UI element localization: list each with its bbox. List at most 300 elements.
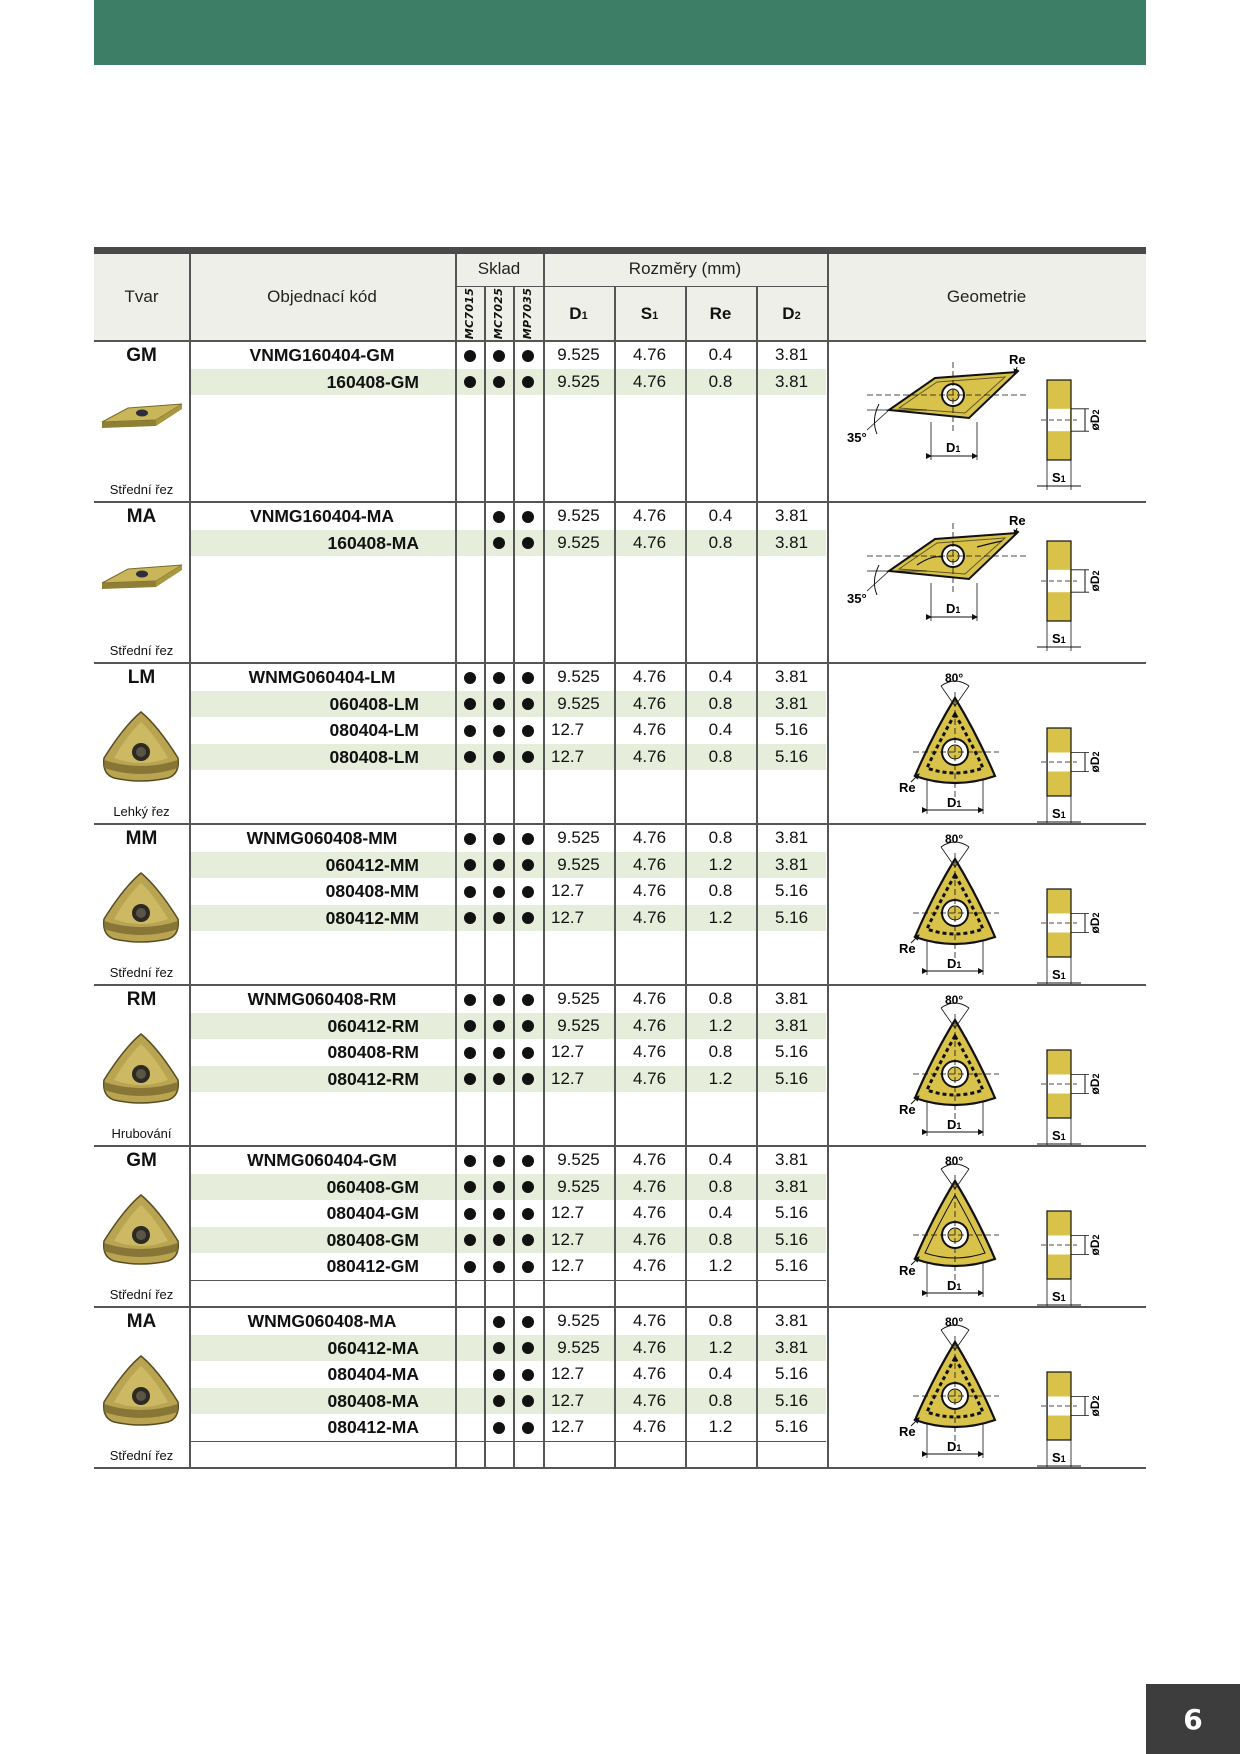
svg-text:Re: Re: [899, 780, 916, 795]
dim-d1-value: 9.525: [557, 345, 600, 364]
column-rule: [484, 664, 486, 823]
order-code: VNMG160404-GM: [249, 345, 395, 365]
grade-mc7025-header: MC7025: [492, 287, 505, 339]
dim-s1-value: 4.76: [632, 1068, 667, 1088]
shape-code: MM: [125, 828, 158, 849]
column-rule: [543, 1147, 545, 1306]
column-rule: [756, 664, 758, 823]
header-divider: [756, 286, 758, 340]
dim-d2-header: D $_2$: [782, 304, 801, 323]
column-rule: [756, 503, 758, 662]
column-rule: [513, 1308, 515, 1467]
dim-s1-value: 4.76: [632, 881, 667, 900]
header-divider: [189, 254, 191, 340]
column-rule: [513, 825, 515, 984]
dim-re-value: 1.2: [708, 907, 733, 927]
stock-dot-icon: [493, 376, 505, 388]
stock-dot-icon: [493, 1047, 505, 1059]
table-row: [189, 1388, 826, 1415]
stock-dot-icon: [464, 912, 476, 924]
header-subrule: [455, 286, 827, 287]
dim-re-value: 0.8: [708, 693, 733, 713]
column-rule: [189, 1308, 191, 1467]
stock-dot-icon: [493, 859, 505, 871]
row-rule: [189, 1441, 826, 1442]
stock-dot-icon: [522, 1261, 534, 1273]
dim-d1-value: 9.525: [557, 1176, 600, 1196]
svg-text:Re: Re: [899, 1263, 916, 1278]
dim-s1-value: 4.76: [632, 1203, 667, 1222]
shape-cell: [94, 986, 189, 1145]
insert-photo-icon: [98, 386, 184, 446]
stock-dot-icon: [522, 912, 534, 924]
column-rule: [513, 1147, 515, 1306]
order-code: 060412-MM: [325, 854, 419, 875]
page-number: 6: [1146, 1684, 1240, 1754]
dim-d1-value: 9.525: [557, 506, 600, 525]
stock-dot-icon: [522, 1155, 534, 1167]
dim-d1-value: 12.7: [551, 1042, 585, 1061]
dim-d1-value: 9.525: [557, 1150, 600, 1169]
stock-dot-icon: [464, 1261, 476, 1273]
stock-dot-icon: [522, 859, 534, 871]
column-rule: [513, 503, 515, 662]
dim-d1-value: 9.525: [557, 1015, 600, 1035]
order-code: 060408-GM: [326, 1176, 419, 1197]
shape-code: LM: [127, 667, 156, 688]
table-row: [189, 986, 826, 1013]
order-code: 080408-RM: [327, 1042, 419, 1062]
dim-d2-value: 5.16: [774, 881, 809, 900]
stock-dot-icon: [493, 1342, 505, 1354]
column-rule: [543, 664, 545, 823]
stock-dot-icon: [493, 833, 505, 845]
stock-dot-icon: [493, 350, 505, 362]
dim-d2-value: 3.81: [774, 532, 809, 552]
column-rule: [189, 503, 191, 662]
column-rule: [543, 825, 545, 984]
dim-d1-value: 9.525: [557, 854, 600, 874]
table-row: [189, 1013, 826, 1040]
header-divider: [455, 254, 457, 340]
dim-d1-value: 12.7: [551, 1417, 585, 1436]
column-rule: [513, 986, 515, 1145]
stock-dot-icon: [493, 1369, 505, 1381]
table-row: [189, 1253, 826, 1280]
dim-d1-value: 12.7: [551, 1068, 585, 1088]
dim-re-value: 1.2: [708, 1068, 733, 1088]
stock-dot-icon: [464, 833, 476, 845]
stock-dot-icon: [522, 1047, 534, 1059]
dim-s1-value: 4.76: [632, 1229, 667, 1249]
order-code: 080412-MA: [327, 1417, 419, 1437]
stock-dot-icon: [493, 912, 505, 924]
insert-table: [94, 247, 1146, 1469]
col-tvar-header: Tvar: [124, 287, 159, 306]
shape-code: MA: [126, 506, 157, 527]
svg-text:D1: D1: [946, 440, 961, 455]
table-row: [189, 530, 826, 557]
header-divider: [543, 254, 545, 340]
dim-d1-value: 12.7: [551, 1229, 585, 1249]
column-rule: [189, 986, 191, 1145]
column-rule: [189, 342, 191, 501]
svg-text:D1: D1: [947, 1117, 962, 1132]
dim-d2-value: 5.16: [774, 1229, 809, 1249]
dim-re-value: 1.2: [708, 1256, 733, 1275]
column-rule: [614, 1147, 616, 1306]
stock-dot-icon: [522, 833, 534, 845]
header-band: [94, 0, 1146, 65]
column-rule: [455, 986, 457, 1145]
stock-dot-icon: [493, 1422, 505, 1434]
dim-re-value: 0.4: [708, 667, 733, 686]
order-code: 080408-LM: [329, 746, 419, 767]
shape-code: GM: [126, 345, 157, 366]
dim-d1-value: 12.7: [551, 907, 585, 927]
table-row: [189, 1227, 826, 1254]
stock-dot-icon: [493, 725, 505, 737]
stock-dot-icon: [522, 698, 534, 710]
order-code: VNMG160404-MA: [250, 506, 394, 526]
stock-dot-icon: [522, 1422, 534, 1434]
svg-text:øD2: øD2: [1088, 1395, 1102, 1417]
svg-text:D1: D1: [947, 956, 962, 971]
dim-d2-value: 5.16: [774, 1042, 809, 1061]
column-rule: [513, 664, 515, 823]
order-code: 080412-MM: [325, 907, 419, 928]
table-body: [94, 342, 1146, 1469]
column-rule: [756, 1147, 758, 1306]
stock-dot-icon: [493, 994, 505, 1006]
dim-re-value: 0.8: [708, 1390, 733, 1410]
column-rule: [189, 1147, 191, 1306]
stock-dot-icon: [464, 886, 476, 898]
dim-d1-value: 12.7: [551, 720, 585, 739]
column-rule: [827, 825, 829, 984]
shape-cell: [94, 1147, 189, 1306]
col-dims-header: Rozměry (mm): [628, 259, 742, 278]
dim-re-value: 0.4: [708, 345, 733, 364]
dim-s1-value: 4.76: [632, 1256, 667, 1275]
column-rule: [827, 342, 829, 501]
column-rule: [756, 986, 758, 1145]
geometry-diagram: [827, 986, 1146, 1145]
stock-dot-icon: [522, 350, 534, 362]
column-rule: [484, 1147, 486, 1306]
stock-dot-icon: [522, 1208, 534, 1220]
svg-text:Re: Re: [899, 1102, 916, 1117]
geometry-diagram: [827, 825, 1146, 984]
stock-dot-icon: [522, 511, 534, 523]
dim-s1-value: 4.76: [632, 1417, 667, 1436]
dim-d2-value: 3.81: [774, 1311, 809, 1330]
geometry-diagram: [827, 664, 1146, 823]
dim-s1-value: 4.76: [632, 746, 667, 766]
dim-re-value: 0.4: [708, 506, 733, 525]
column-rule: [685, 825, 687, 984]
dim-s1-value: 4.76: [632, 1015, 667, 1035]
stock-dot-icon: [493, 1234, 505, 1246]
order-code: 080412-RM: [327, 1068, 419, 1089]
stock-dot-icon: [464, 1155, 476, 1167]
geometry-cell: [827, 986, 1146, 1145]
svg-text:S1: S1: [1052, 967, 1066, 982]
column-rule: [827, 1308, 829, 1467]
dim-d2-value: 3.81: [774, 693, 809, 713]
column-rule: [543, 342, 545, 501]
table-row: [189, 1039, 826, 1066]
order-code: 060412-MA: [327, 1337, 419, 1358]
stock-dot-icon: [522, 1369, 534, 1381]
col-geometry-header: Geometrie: [946, 287, 1027, 306]
dim-re-value: 1.2: [708, 1337, 733, 1357]
shape-cell: [94, 503, 189, 662]
dim-s1-value: 4.76: [632, 667, 667, 686]
svg-text:80°: 80°: [945, 1154, 964, 1168]
insert-group: [94, 1147, 1146, 1308]
column-rule: [756, 342, 758, 501]
dim-d2-value: 5.16: [774, 1256, 809, 1275]
order-code: 080408-GM: [326, 1229, 419, 1250]
dim-re-value: 0.8: [708, 532, 733, 552]
dim-s1-value: 4.76: [632, 1311, 667, 1330]
column-rule: [543, 986, 545, 1145]
order-code: 080404-LM: [329, 720, 419, 740]
svg-text:S1: S1: [1052, 1128, 1066, 1143]
svg-text:80°: 80°: [945, 671, 964, 685]
table-row: [189, 1174, 826, 1201]
table-row: [189, 878, 826, 905]
svg-text:35°: 35°: [847, 591, 867, 606]
dim-d1-value: 9.525: [557, 371, 600, 391]
column-rule: [455, 1147, 457, 1306]
header-divider: [484, 286, 486, 340]
insert-photo-icon: [98, 1352, 184, 1432]
dim-re-value: 0.8: [708, 1229, 733, 1249]
stock-dot-icon: [493, 698, 505, 710]
svg-text:øD2: øD2: [1088, 751, 1102, 773]
order-code: WNMG060404-GM: [247, 1150, 397, 1170]
table-row: [189, 852, 826, 879]
dim-s1-value: 4.76: [632, 1176, 667, 1196]
dim-re-value: 0.8: [708, 881, 733, 900]
table-row: [189, 503, 826, 530]
dim-d2-value: 3.81: [774, 828, 809, 847]
row-rule: [189, 1280, 826, 1281]
stock-dot-icon: [493, 1073, 505, 1085]
table-row: [189, 691, 826, 718]
order-code: 080404-GM: [326, 1203, 419, 1223]
svg-text:80°: 80°: [945, 1315, 964, 1329]
stock-dot-icon: [493, 537, 505, 549]
table-row: [189, 825, 826, 852]
order-code: 160408-GM: [326, 371, 419, 392]
grade-mp7035-header: MP7035: [521, 287, 534, 339]
col-code-header: Objednací kód: [267, 287, 377, 306]
dim-d2-value: 5.16: [774, 1203, 809, 1222]
geometry-diagram: [827, 342, 1146, 501]
dim-re-value: 0.8: [708, 1042, 733, 1061]
stock-dot-icon: [464, 859, 476, 871]
dim-d2-value: 3.81: [774, 345, 809, 364]
geometry-cell: [827, 503, 1146, 662]
geometry-cell: [827, 664, 1146, 823]
table-top-rule: [94, 247, 1146, 254]
cut-type: Lehký řez: [113, 804, 170, 819]
order-code: 080408-MM: [325, 881, 419, 901]
insert-photo-icon: [98, 1191, 184, 1271]
dim-d2-value: 5.16: [774, 1068, 809, 1088]
dim-d2-value: 5.16: [774, 907, 809, 927]
column-rule: [543, 1308, 545, 1467]
stock-dot-icon: [493, 751, 505, 763]
stock-dot-icon: [522, 1181, 534, 1193]
svg-text:Re: Re: [899, 941, 916, 956]
stock-dot-icon: [522, 1020, 534, 1032]
dim-s1-value: 4.76: [632, 693, 667, 713]
dim-s1-value: 4.76: [632, 720, 667, 739]
dim-d1-value: 9.525: [557, 828, 600, 847]
insert-photo-icon: [98, 547, 184, 607]
column-rule: [685, 503, 687, 662]
dim-d1-value: 9.525: [557, 667, 600, 686]
shape-cell: [94, 1308, 189, 1467]
dim-re-value: 1.2: [708, 854, 733, 874]
dim-d1-value: 9.525: [557, 989, 600, 1008]
column-rule: [827, 986, 829, 1145]
column-rule: [614, 825, 616, 984]
dim-d2-value: 3.81: [774, 371, 809, 391]
svg-text:øD2: øD2: [1088, 1234, 1102, 1256]
stock-dot-icon: [493, 1020, 505, 1032]
column-rule: [827, 1147, 829, 1306]
order-code: 080404-MA: [327, 1364, 419, 1384]
stock-dot-icon: [493, 1155, 505, 1167]
order-code: WNMG060408-MM: [246, 828, 398, 848]
dim-re-value: 0.8: [708, 828, 733, 847]
dim-s1-value: 4.76: [632, 989, 667, 1008]
svg-text:D1: D1: [947, 795, 962, 810]
stock-dot-icon: [522, 1234, 534, 1246]
stock-dot-icon: [464, 376, 476, 388]
svg-text:Re: Re: [899, 1424, 916, 1439]
dim-s1-value: 4.76: [632, 371, 667, 391]
order-code: 060408-LM: [329, 693, 419, 714]
shape-cell: [94, 825, 189, 984]
dim-d1-header: D $_1$: [569, 304, 588, 323]
grade-mc7015-header: MC7015: [463, 287, 476, 339]
dim-d2-value: 5.16: [774, 1390, 809, 1410]
svg-text:S1: S1: [1052, 631, 1066, 646]
cut-type: Střední řez: [109, 1287, 174, 1302]
table-header: [94, 254, 1146, 342]
column-rule: [685, 664, 687, 823]
table-row: [189, 1200, 826, 1227]
order-code: WNMG060404-LM: [248, 667, 396, 687]
dim-d1-value: 9.525: [557, 1337, 600, 1357]
dim-re-value: 1.2: [708, 1417, 733, 1436]
stock-dot-icon: [493, 1181, 505, 1193]
dim-re-header: Re: [709, 304, 732, 323]
shape-code: RM: [126, 989, 157, 1010]
dim-d1-value: 12.7: [551, 881, 585, 900]
stock-dot-icon: [522, 537, 534, 549]
insert-group: [94, 664, 1146, 825]
table-row: [189, 1335, 826, 1362]
geometry-diagram: [827, 1147, 1146, 1306]
column-rule: [189, 664, 191, 823]
insert-group: [94, 1308, 1146, 1469]
svg-text:D1: D1: [947, 1278, 962, 1293]
table-row: [189, 744, 826, 771]
col-sklad-header: Sklad: [477, 259, 521, 278]
stock-dot-icon: [522, 751, 534, 763]
svg-text:øD2: øD2: [1088, 912, 1102, 934]
dim-d2-value: 3.81: [774, 1150, 809, 1169]
svg-text:øD2: øD2: [1088, 1073, 1102, 1095]
table-row: [189, 1066, 826, 1093]
dim-d2-value: 3.81: [774, 989, 809, 1008]
shape-code: MA: [126, 1311, 157, 1332]
dim-d1-value: 9.525: [557, 532, 600, 552]
svg-text:Re: Re: [1009, 352, 1026, 367]
order-code: WNMG060408-MA: [247, 1311, 397, 1331]
table-row: [189, 664, 826, 691]
dim-d2-value: 5.16: [774, 1364, 809, 1383]
table-row: [189, 1308, 826, 1335]
svg-text:D1: D1: [946, 601, 961, 616]
order-code: 080408-MA: [327, 1390, 419, 1411]
order-code: 080412-GM: [326, 1256, 419, 1276]
geometry-diagram: [827, 1308, 1146, 1467]
column-rule: [455, 503, 457, 662]
insert-group: [94, 825, 1146, 986]
stock-dot-icon: [522, 1316, 534, 1328]
stock-dot-icon: [522, 1342, 534, 1354]
column-rule: [614, 664, 616, 823]
column-rule: [455, 825, 457, 984]
stock-dot-icon: [522, 672, 534, 684]
dim-d2-value: 5.16: [774, 720, 809, 739]
dim-d1-value: 12.7: [551, 1390, 585, 1410]
column-rule: [484, 342, 486, 501]
stock-dot-icon: [464, 1047, 476, 1059]
stock-dot-icon: [464, 672, 476, 684]
table-row: [189, 342, 826, 369]
svg-text:S1: S1: [1052, 1450, 1066, 1465]
dim-s1-value: 4.76: [632, 345, 667, 364]
column-rule: [189, 825, 191, 984]
cut-type: Střední řez: [109, 482, 174, 497]
insert-group: [94, 986, 1146, 1147]
shape-cell: [94, 342, 189, 501]
stock-dot-icon: [464, 1020, 476, 1032]
table-row: [189, 1414, 826, 1441]
dim-d1-value: 9.525: [557, 1311, 600, 1330]
dim-d2-value: 3.81: [774, 1176, 809, 1196]
insert-photo-icon: [98, 869, 184, 949]
column-rule: [685, 986, 687, 1145]
stock-dot-icon: [522, 725, 534, 737]
dim-d1-value: 12.7: [551, 1256, 585, 1275]
svg-text:S1: S1: [1052, 470, 1066, 485]
dim-re-value: 0.4: [708, 720, 733, 739]
column-rule: [513, 342, 515, 501]
table-row: [189, 1361, 826, 1388]
dim-d2-value: 5.16: [774, 746, 809, 766]
svg-text:80°: 80°: [945, 993, 964, 1007]
